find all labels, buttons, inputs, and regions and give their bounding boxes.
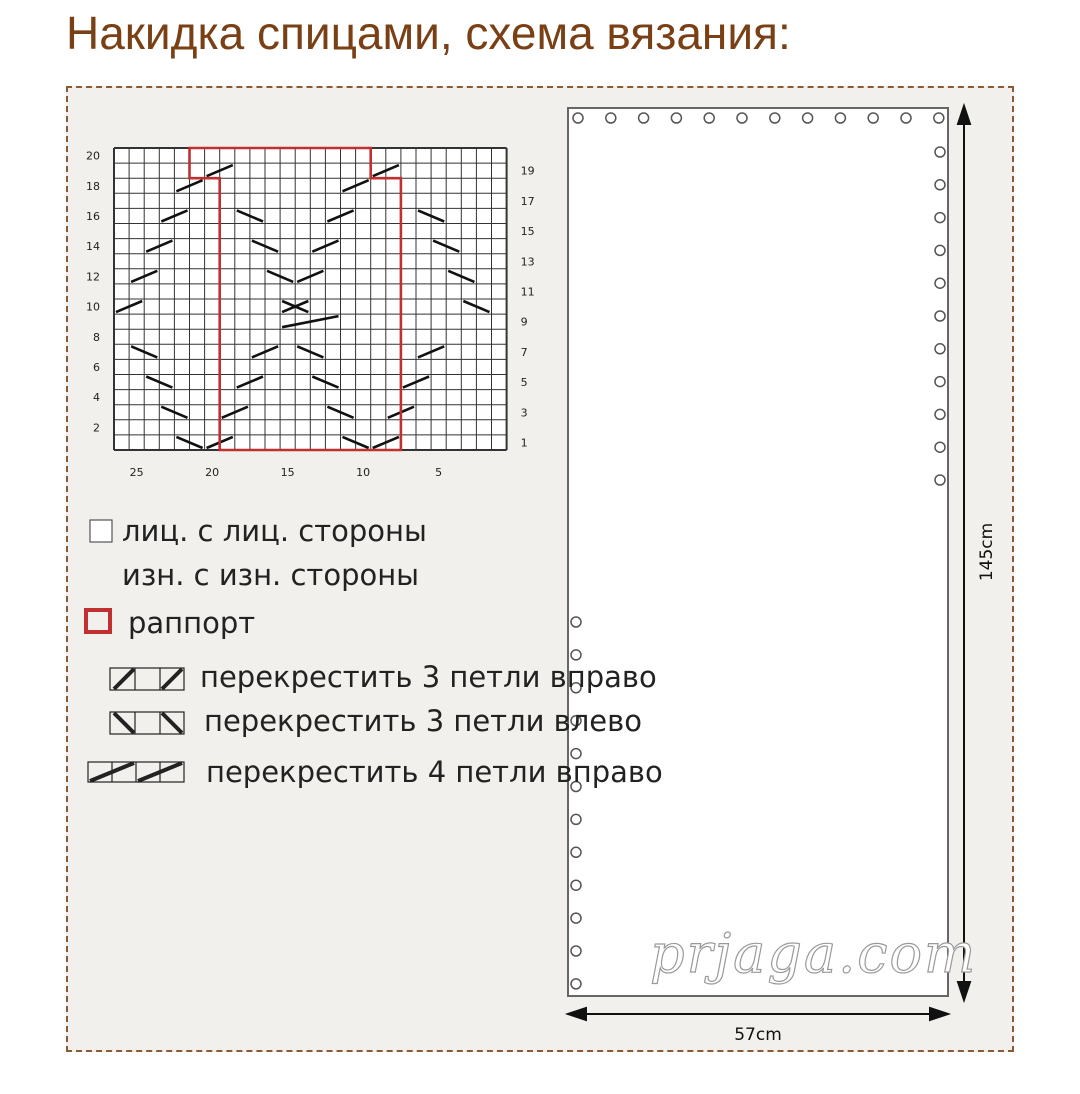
row-label: 3: [520, 406, 528, 420]
knit-symbol-icon: [90, 520, 112, 542]
row-label: 13: [520, 255, 535, 269]
column-label: 10: [356, 466, 371, 479]
watermark: prjaga.com: [650, 922, 978, 985]
column-label: 15: [280, 466, 295, 479]
cross-3-left-icon: [110, 712, 184, 734]
legend-repeat-label: раппорт: [128, 606, 256, 640]
row-label: 20: [86, 149, 100, 163]
column-label: 5: [435, 466, 443, 479]
row-label: 9: [520, 315, 528, 329]
column-label: 20: [205, 466, 220, 479]
row-label: 15: [520, 225, 535, 239]
column-label: 25: [129, 466, 144, 479]
cross-3-right-icon: [110, 668, 184, 690]
stitch-chart: [114, 148, 507, 450]
cross-4-right-icon: [88, 762, 184, 782]
row-label: 6: [93, 360, 100, 374]
height-dimension-arrow: [958, 106, 970, 1000]
row-label: 4: [93, 391, 100, 405]
row-label: 11: [520, 285, 535, 299]
row-label: 19: [520, 164, 535, 178]
row-label: 8: [93, 330, 100, 344]
row-label: 5: [520, 376, 528, 390]
legend-purl-label: изн. с изн. стороны: [122, 558, 420, 592]
legend-knit-label: лиц. с лиц. стороны: [122, 514, 427, 548]
legend-cross3-right-label: перекрестить 3 петли вправо: [200, 660, 657, 694]
row-label: 2: [93, 421, 100, 435]
width-dimension-arrow: [568, 1008, 948, 1020]
row-label: 16: [86, 209, 100, 223]
row-label: 14: [86, 240, 100, 254]
row-label: 10: [86, 300, 100, 314]
row-label: 7: [520, 345, 528, 359]
width-label: 57cm: [734, 1025, 782, 1045]
row-label: 12: [86, 270, 100, 284]
repeat-symbol-icon: [86, 610, 110, 632]
row-label: 1: [520, 436, 528, 450]
page-title: Накидка спицами, схема вязания:: [66, 7, 791, 59]
cape-schematic: [568, 108, 948, 996]
row-label: 17: [520, 194, 535, 208]
row-label: 18: [86, 179, 100, 193]
height-label: 145cm: [977, 522, 997, 582]
legend-cross4-right-label: перекрестить 4 петли вправо: [206, 755, 663, 789]
legend-cross3-left-label: перекрестить 3 петли влево: [204, 704, 642, 738]
